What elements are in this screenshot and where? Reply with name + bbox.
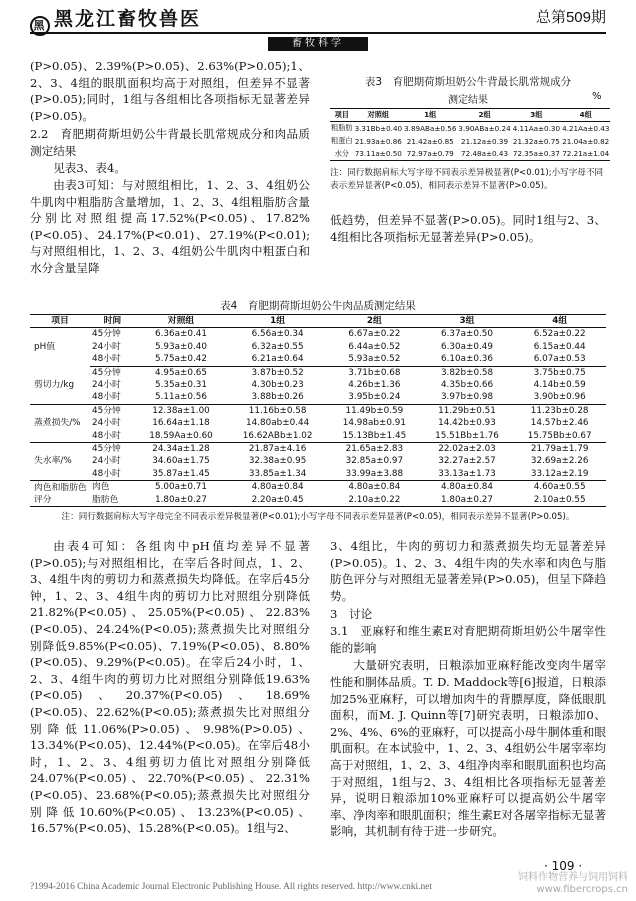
table-cell: 21.65a±2.83	[345, 444, 404, 455]
table4-caption: 表4 育肥期荷斯坦奶公牛肉品质测定结果	[220, 300, 416, 312]
table-row	[30, 430, 606, 443]
table-cell: 2.10a±0.22	[328, 494, 421, 507]
table-row	[30, 353, 606, 366]
table-cell: 34.60a±1.75	[152, 456, 210, 467]
table-cell: 45分钟	[92, 367, 121, 378]
header-rule	[30, 32, 606, 34]
table-cell: 5.00a±0.71	[155, 482, 207, 493]
issue-number: 总第509期	[535, 9, 606, 26]
table-cell: 肉色	[92, 482, 110, 493]
paragraph: (P>0.05)、2.39%(P>0.05)、2.63%(P>0.05);1、2、3、4组的眼肌面积均高于对照组，但差异不显著(P>0.05);同时，1组与各组相比各项指标无显著差异(P>0.05)。	[30, 59, 310, 123]
table-cell: 14.98ab±0.91	[342, 418, 406, 429]
table-cell: 6.56a±0.34	[251, 329, 304, 340]
table3-header: 4组	[579, 110, 592, 119]
table-cell: 72.97a±0.79	[406, 149, 454, 159]
table-cell: 1.80a±0.27	[421, 494, 514, 507]
table3-header-row	[330, 109, 610, 122]
table-cell: 21.87a±4.16	[248, 444, 307, 455]
table4-header: 时间	[103, 316, 122, 326]
table-cell: 3.87b±0.52	[251, 367, 304, 378]
table-cell: 11.23b±0.28	[530, 405, 589, 416]
table-cell: 45分钟	[92, 405, 121, 416]
table-cell: 5.93a±0.52	[328, 353, 421, 366]
table-cell: 6.21a±0.64	[227, 353, 328, 366]
table-cell: 3.71b±0.68	[348, 367, 401, 378]
paragraph: 低趋势，但差异不显著(P>0.05)。同时1组与2、3、4组相比各项指标无显著差异(P>0.05)。	[330, 213, 606, 244]
table-row	[30, 366, 606, 379]
table-cell: 72.48a±0.43	[461, 149, 509, 159]
table-row	[30, 404, 606, 417]
watermark-url: www.fibercrops.cn	[536, 884, 628, 895]
table-cell: 6.15a±0.44	[533, 341, 586, 352]
table-cell: 4.95a±0.65	[155, 367, 207, 378]
watermark	[518, 872, 628, 896]
table-cell: 6.07a±0.53	[513, 353, 606, 366]
table-cell: 粗脂肪	[331, 123, 353, 133]
table-cell: 5.75a±0.42	[135, 353, 227, 366]
table-cell: 4.60a±0.55	[533, 482, 586, 493]
table-cell: 5.93a±0.40	[155, 341, 207, 352]
table3-note: 注：同行数据肩标大写字母不同表示差异极显著(P<0.01);小写字母不同表示差异显著(P<0.05)，相同表示差异不显著(P>0.05)。	[330, 168, 604, 191]
table3-subcaption: 测定结果	[448, 95, 488, 106]
table-cell: 21.42a±0.85	[406, 136, 454, 146]
table-cell: 4.11Aa±0.30	[512, 123, 561, 133]
table-cell: 6.44a±0.52	[348, 341, 401, 352]
table-cell: 21.12a±0.39	[461, 136, 509, 146]
table-row	[30, 494, 606, 507]
table-cell: 3.90b±0.96	[513, 391, 606, 404]
table-cell: 粗蛋白	[331, 136, 353, 145]
table-cell: 24小时	[92, 456, 121, 467]
table-cell: 3.89ABa±0.56	[404, 123, 457, 133]
table-cell: 3.95b±0.24	[328, 391, 421, 404]
section-band: 畜牧科学	[268, 37, 368, 51]
table-row	[30, 443, 606, 456]
table-cell: 15.75Bb±0.67	[513, 430, 606, 443]
table-row	[330, 135, 610, 148]
page-number: · 109 ·	[544, 859, 583, 873]
table-cell: 12.38a±1.00	[152, 405, 210, 416]
table-cell: 2.10a±0.55	[513, 494, 606, 507]
table-cell: 73.11a±0.50	[354, 149, 402, 159]
table-cell: 33.85a±1.34	[227, 468, 328, 481]
table-cell: 18.59Aa±0.60	[135, 430, 227, 443]
table-row	[30, 379, 606, 391]
table4-header: 4组	[552, 316, 568, 326]
table4-item: 肉色和脂肪色评分	[30, 481, 90, 507]
table-cell: 33.12a±2.19	[513, 468, 606, 481]
section-heading-2-2: 2.2 育肥期荷斯坦奶公牛背最长肌常规成分和肉品质测定结果	[30, 127, 310, 159]
table-cell: 15.51Bb±1.76	[421, 430, 514, 443]
table-cell: 11.16b±0.58	[248, 405, 307, 416]
table-cell: 33.13a±1.73	[421, 468, 514, 481]
table4-header: 1组	[270, 316, 286, 326]
table-cell: 32.38a±0.95	[248, 456, 307, 467]
table4-item: 失水率/%	[30, 443, 90, 481]
table-row	[330, 122, 610, 135]
table-cell: 33.99a±3.88	[328, 468, 421, 481]
table-row	[30, 481, 606, 494]
right-bottom-text	[330, 538, 606, 840]
table-cell: 32.85a±0.97	[345, 456, 404, 467]
paragraph: 由表3可知：与对照组相比，1、2、3、4组奶公牛肌肉中粗脂肪含量增加，1、2、3、4组粗脂肪含量分别比对照组提高17.52%(P<0.05)、17.82%(P<0.05)、24.17%(P<0.01)、27.19%(P<0.01);与对照组相比，1、2、3、4组奶公牛肌肉中粗蛋白和水分含量呈降	[30, 177, 310, 275]
table-cell: 14.57b±2.46	[530, 418, 589, 429]
paragraph: 大量研究表明，日粮添加亚麻籽能改变肉牛屠宰性能和胴体品质。T. D. Maddock等[6]报道，日粮添加25%亚麻籽，可以增加肉牛的背膘厚度，降低眼肌面积，而M. J. Quinn等[7]研究表明，日粮添加0、2%、4%、6%的亚麻籽，可以提高小母牛胴体重和眼肌面积。在本试验中，1、2、3、4组奶公牛屠宰率均高于对照组，1、2、3、4组净肉率和眼肌面积也均高于对照组，1组与2、3、4组相比各项指标无显著差异，说明日粮添加10%亚麻籽可以提高奶公牛屠宰率、净肉率和眼肌面积；维生素E对各屠宰指标无显著影响，其机制有待于进一步研究。	[330, 658, 606, 839]
journal-title: 黑龙江畜牧兽医	[54, 8, 202, 30]
table-cell: 48小时	[90, 353, 135, 366]
table-cell: 21.79a±1.79	[530, 444, 589, 455]
table4-header: 对照组	[167, 316, 195, 326]
table-cell: 24.34a±1.28	[152, 444, 210, 455]
table-cell: 15.13Bb±1.45	[328, 430, 421, 443]
table-cell: 4.14b±0.59	[533, 380, 586, 391]
table3-header: 对照组	[367, 110, 390, 119]
table-cell: 5.35a±0.31	[155, 380, 207, 391]
table-cell: 24小时	[92, 341, 121, 352]
table-cell: 3.82b±0.58	[440, 367, 494, 378]
table-cell: 4.80a±0.84	[348, 482, 401, 493]
table-row	[330, 148, 610, 161]
table4-item: pH值	[34, 342, 55, 353]
table-cell: 4.80a±0.84	[251, 482, 304, 493]
left-top-text	[30, 58, 310, 277]
table-cell: 4.30b±0.23	[251, 380, 304, 391]
table-cell: 11.49b±0.59	[345, 405, 404, 416]
table4-item: 蒸煮损失/%	[30, 404, 90, 442]
table-cell: 21.32a±0.75	[512, 136, 560, 146]
table-cell: 32.69a±2.26	[530, 456, 589, 467]
table-cell: 6.30a±0.49	[441, 341, 493, 352]
table-cell: 6.10a±0.36	[421, 353, 514, 366]
table-cell: 6.32a±0.55	[251, 341, 304, 352]
table4-header: 2组	[366, 316, 382, 326]
table-cell: 6.52a±0.22	[533, 329, 586, 340]
table3-caption: 表3 育肥期荷斯坦奶公牛背最长肌常规成分	[364, 76, 572, 88]
journal-seal-icon: 黑	[30, 16, 50, 36]
paragraph: 3、4组比，牛肉的剪切力和蒸煮损失均无显著差异(P>0.05)。1、2、3、4组牛肉的失水率和肉色与脂肪色评分与对照组无显著差异(P>0.05)，但呈下降趋势。	[330, 539, 606, 603]
table-row	[30, 417, 606, 429]
section-heading-3: 3 讨论	[330, 607, 373, 622]
table-cell: 45分钟	[92, 329, 121, 340]
table-row	[30, 455, 606, 467]
table-cell: 48小时	[90, 391, 135, 404]
table4	[30, 314, 606, 507]
paragraph: 见表3、表4。	[53, 161, 126, 176]
right-top-text	[330, 212, 606, 245]
table-row	[30, 328, 606, 341]
left-bottom-text	[30, 538, 310, 837]
table3-header: 项目	[334, 110, 349, 119]
table-cell: 21.04a±0.82	[562, 136, 610, 146]
table3	[330, 108, 610, 161]
table-cell: 4.35b±0.66	[440, 380, 494, 391]
table-cell: 1.80a±0.27	[135, 494, 227, 507]
section-heading-3-1: 3.1 亚麻籽和维生素E对育肥期荷斯坦奶公牛屠宰性能的影响	[330, 624, 606, 656]
table-cell: 4.21Aa±0.43	[562, 123, 610, 133]
table-cell: 3.75b±0.75	[533, 367, 586, 378]
table4-header-row	[30, 315, 606, 328]
table-cell: 5.11a±0.56	[135, 391, 227, 404]
table-cell: 45分钟	[92, 444, 121, 455]
table-cell: 6.37a±0.50	[441, 329, 493, 340]
table-cell: 48小时	[90, 430, 135, 443]
table-row	[30, 341, 606, 353]
table4-item: 剪切力/kg	[30, 366, 90, 404]
table-cell: 72.35a±0.37	[512, 149, 560, 159]
table-cell: 6.36a±0.41	[155, 329, 207, 340]
table-cell: 72.21a±1.04	[562, 149, 610, 159]
table-cell: 24小时	[92, 380, 121, 391]
table-cell: 21.93a±0.86	[354, 136, 402, 146]
table-cell: 3.97b±0.98	[421, 391, 514, 404]
table4-note: 注：同行数据肩标大写字母完全不同表示差异极显著(P<0.01);小写字母不同表示差异显著(P<0.05)，相同表示差异不显著(P>0.05)。	[61, 512, 575, 522]
table3-header: 1组	[424, 110, 437, 119]
table-cell: 2.20a±0.45	[227, 494, 328, 507]
table3-header: 3组	[530, 110, 543, 119]
table-cell: 3.90ABa±0.24	[458, 123, 511, 133]
table-cell: 16.62ABb±1.02	[227, 430, 328, 443]
table-cell: 3.31Bb±0.40	[354, 123, 403, 133]
table-cell: 35.87a±1.45	[135, 468, 227, 481]
table-cell: 脂肪色	[90, 494, 135, 507]
table-cell: 14.80ab±0.44	[246, 418, 310, 429]
table4-header: 项目	[51, 316, 69, 326]
table-cell: 3.88b±0.26	[227, 391, 328, 404]
copyright-line: ?1994-2016 China Academic Journal Electronic Publishing House. All rights reserved. http://www.cnki.net	[30, 882, 432, 892]
paragraph: 由表4可知：各组肉中pH值均差异不显著(P>0.05);与对照组相比，在宰后各时间点，1、2、3、4组牛肉的剪切力和蒸煮损失均降低。在宰后45分钟，1、2、3、4组牛肉的剪切力比对照组分别降低21.82%(P<0.05)、25.05%(P<0.05)、22.83%(P<0.05)、24.24%(P<0.05);蒸煮损失比对照组分别降低9.85%(P<0.05)、7.19%(P<0.05)、8.80%(P<0.05)、9.29%(P<0.05)。在宰后24小时，1、2、3、4组牛肉的剪切力比对照组分别降低19.63%(P<0.05)、20.37%(P<0.05)、18.69%(P<0.05)、22.62%(P<0.05);蒸煮损失比对照组分别降低11.06%(P>0.05)、9.98%(P>0.05)、13.34%(P<0.05)、12.44%(P<0.05)。在宰后48小时，1、2、3、4组剪切力值比对照组分别降低24.07%(P<0.05)、22.70%(P<0.05)、22.31%(P<0.05)、23.68%(P<0.05);蒸煮损失比对照组分别降低10.60%(P<0.05)、13.23%(P<0.05)、16.57%(P<0.05)、15.28%(P<0.05)。1组与2、	[30, 539, 310, 836]
table-row	[30, 468, 606, 481]
table-cell: 6.67a±0.22	[348, 329, 401, 340]
watermark-text: 饲料作物营养与饲用饲料	[518, 872, 628, 883]
table-cell: 水分	[334, 148, 349, 158]
table3-header: 2组	[478, 110, 491, 119]
table-row	[30, 391, 606, 404]
table-cell: 14.42b±0.93	[438, 418, 496, 429]
table-cell: 4.26b±1.36	[348, 380, 401, 391]
table-cell: 16.64a±1.18	[152, 418, 210, 429]
table-cell: 48小时	[90, 468, 135, 481]
table-cell: 4.80a±0.84	[441, 482, 493, 493]
table-cell: 24小时	[92, 418, 121, 429]
table-cell: 22.02a±2.03	[438, 444, 496, 455]
table3-unit: %	[592, 91, 602, 102]
table-cell: 32.27a±2.57	[438, 456, 496, 467]
table-cell: 11.29b±0.51	[438, 405, 496, 416]
table4-header: 3组	[459, 316, 475, 326]
